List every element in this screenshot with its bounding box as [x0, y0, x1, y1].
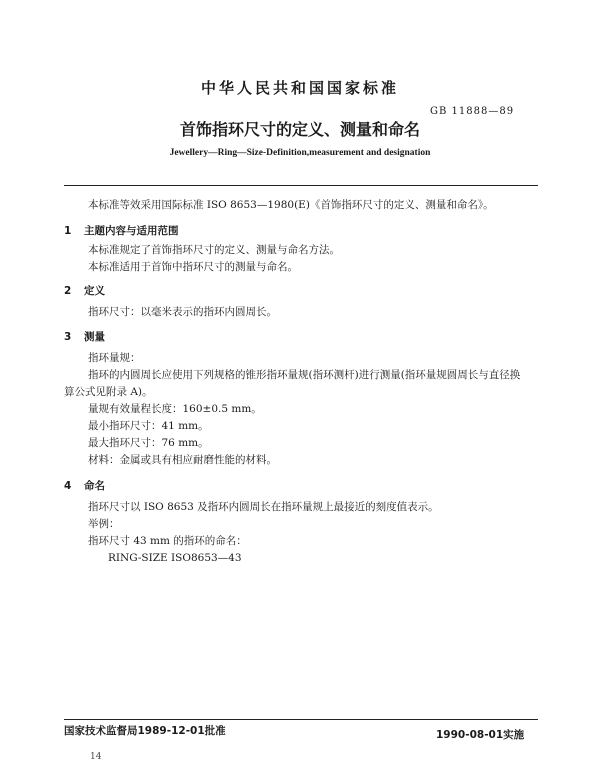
- section-title: 定义: [84, 285, 105, 297]
- implementation-line: [436, 727, 524, 742]
- section-3-para-1: 指环量规：: [88, 352, 141, 364]
- section-number: 4: [64, 480, 72, 492]
- section-1-para-2: 本标准适用于首饰中指环尺寸的测量与命名。: [88, 261, 298, 273]
- section-number: 3: [64, 331, 72, 343]
- section-number: 2: [64, 285, 72, 297]
- section-3-heading: [64, 329, 105, 344]
- header-divider: [64, 185, 538, 186]
- section-4-para-2: 举例：: [88, 518, 120, 530]
- section-title: 测量: [84, 331, 105, 343]
- section-number: 1: [64, 225, 72, 237]
- national-standard-heading: 中华人民共和国国家标准: [200, 79, 399, 97]
- page-number: 14: [90, 752, 102, 762]
- section-1-para-1: 本标准规定了首饰指环尺寸的定义、测量与命名方法。: [88, 244, 340, 256]
- section-4-para-3: 指环尺寸 43 mm 的指环的命名：: [88, 535, 247, 547]
- section-3-para-6: 最大指环尺寸：76 mm。: [88, 437, 209, 449]
- section-1-heading: [64, 223, 179, 238]
- footer-divider: [64, 719, 538, 720]
- standard-number: GB 11888—89: [430, 106, 515, 117]
- section-3-para-4: 量规有效量程长度：160±0.5 mm。: [88, 403, 262, 415]
- section-title: 主题内容与适用范围: [84, 225, 179, 237]
- section-3-para-2: 指环的内圆周长应使用下列规格的锥形指环量规(指环测杆)进行测量(指环量规圆周长与直径换: [88, 369, 521, 381]
- section-2-heading: [64, 283, 105, 298]
- section-title: 命名: [84, 480, 105, 492]
- section-2-para-1: 指环尺寸：以毫米表示的指环内圆周长。: [88, 306, 277, 318]
- document-title-cn: 首饰指环尺寸的定义、测量和命名: [179, 120, 420, 139]
- document-title-en: Jewellery—Ring—Size-Definition,measurement and designation: [169, 148, 431, 158]
- intro-paragraph: 本标准等效采用国际标准 ISO 8653—1980(E)《首饰指环尺寸的定义、测量和命名》。: [88, 199, 494, 211]
- approval-line: [64, 723, 226, 738]
- section-3-para-5: 最小指环尺寸：41 mm。: [88, 420, 209, 432]
- section-4-heading: [64, 478, 105, 493]
- section-3-para-7: 材料：金属或具有相应耐磨性能的材料。: [88, 454, 277, 466]
- section-3-para-3: 算公式见附录 A)。: [64, 386, 153, 398]
- approval-text: 国家技术监督局1989-12-01批准: [64, 725, 226, 737]
- section-4-para-4: RING-SIZE ISO8653—43: [108, 552, 242, 564]
- implementation-text: 1990-08-01实施: [436, 729, 525, 741]
- section-4-para-1: 指环尺寸以 ISO 8653 及指环内圆周长在指环量规上最接近的刻度值表示。: [88, 501, 439, 513]
